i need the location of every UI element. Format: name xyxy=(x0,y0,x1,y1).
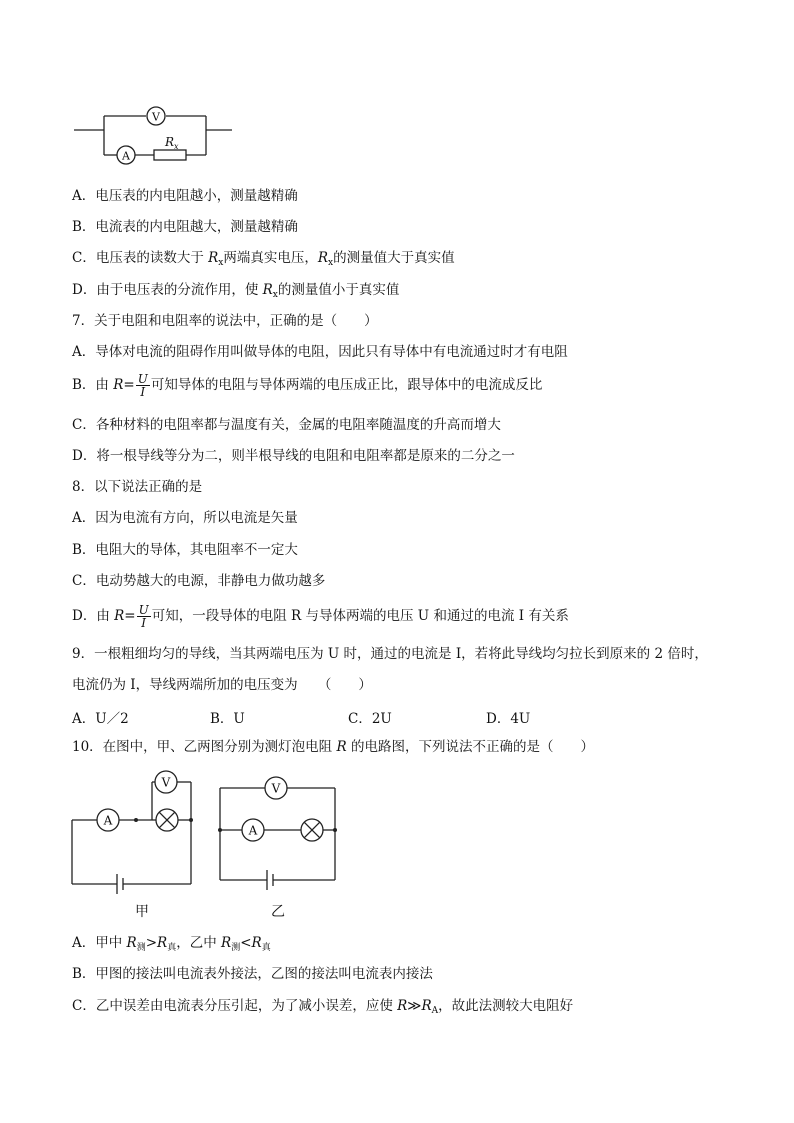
q7-stem: 7．关于电阻和电阻率的说法中，正确的是（ ） xyxy=(72,313,378,329)
q7-option-a: A．导体对电流的阻碍作用叫做导体的电阻，因此只有导体中有电流通过时才有电阻 xyxy=(72,344,568,360)
q9-stem-line1: 9．一根粗细均匀的导线，当其两端电压为 U 时，通过的电流是 I，若将此导线均匀拉长到原来的 2 倍时， xyxy=(72,646,708,662)
q10-option-b: B．甲图的接法叫电流表外接法，乙图的接法叫电流表内接法 xyxy=(72,966,433,982)
voltmeter-symbol: V xyxy=(152,110,160,124)
q6-option-d: D．由于电压表的分流作用，使 $R_x$的测量值小于真实值 xyxy=(72,282,400,300)
q10-option-a: A．甲中 $R_测>R_真$，乙中 $R_测<R_真$ xyxy=(72,935,271,953)
ammeter-symbol: A xyxy=(122,149,130,163)
q8-stem: 8．以下说法正确的是 xyxy=(72,479,203,495)
q9-stem-line2: 电流仍为 I，导线两端所加的电压变为 （ ） xyxy=(72,677,372,693)
q8-option-c: C．电动势越大的电源，非静电力做功越多 xyxy=(72,573,326,589)
resistor-label: $R_x$ xyxy=(165,135,179,151)
circuit-diagram-rx xyxy=(72,100,242,170)
ammeter-symbol: A xyxy=(248,823,258,838)
q6-option-a: A．电压表的内电阻越小，测量越精确 xyxy=(72,188,298,204)
q8-option-a: A．因为电流有方向，所以电流是矢量 xyxy=(72,510,298,526)
q7-option-c: C．各种材料的电阻率都与温度有关，金属的电阻率随温度的升高而增大 xyxy=(72,417,501,433)
q9-option-c: C．2U xyxy=(348,711,392,727)
q8-option-b: B．电阻大的导体，其电阻率不一定大 xyxy=(72,542,298,558)
fraction-u-over-i: $\frac{U}{I}$ xyxy=(137,372,148,399)
q9-option-d: D．4U xyxy=(486,711,531,727)
q10-stem: 10．在图中，甲、乙两图分别为测灯泡电阻 R 的电路图，下列说法不正确的是（ ） xyxy=(72,739,594,755)
voltmeter-symbol: V xyxy=(161,775,171,790)
q6-option-c: C．电压表的读数大于 $R_x$两端真实电压，$R_x$的测量值大于真实值 xyxy=(72,250,455,268)
q7-option-b: B．由 R= $\frac{U}{I}$ 可知导体的电阻与导体两端的电压成正比，跟导体中的电流成反比 xyxy=(72,372,543,399)
voltmeter-symbol: V xyxy=(271,781,281,796)
q8-option-d: D．由 R= $\frac{U}{I}$ 可知，一段导体的电阻 R 与导体两端的电压 U 和通过的电流 I 有关系 xyxy=(72,603,569,630)
q6-option-b: B．电流表的内电阻越大，测量越精确 xyxy=(72,219,298,235)
q9-option-b: B．U xyxy=(210,711,245,727)
q9-option-a: A．U／2 xyxy=(72,711,129,727)
circuit-diagram-yi xyxy=(218,768,358,918)
fraction-u-over-i: $\frac{U}{I}$ xyxy=(138,603,149,630)
figure-label-yi: 乙 xyxy=(271,904,285,920)
q10-option-c: C．乙中误差由电流表分压引起，为了减小误差，应使 $R≫R_A$，故此法测较大电阻好 xyxy=(72,998,574,1016)
figure-label-jia: 甲 xyxy=(135,904,149,920)
q7-option-d: D．将一根导线等分为二，则半根导线的电阻和电阻率都是原来的二分之一 xyxy=(72,448,515,464)
ammeter-symbol: A xyxy=(103,813,113,828)
circuit-diagram-jia xyxy=(70,768,200,918)
